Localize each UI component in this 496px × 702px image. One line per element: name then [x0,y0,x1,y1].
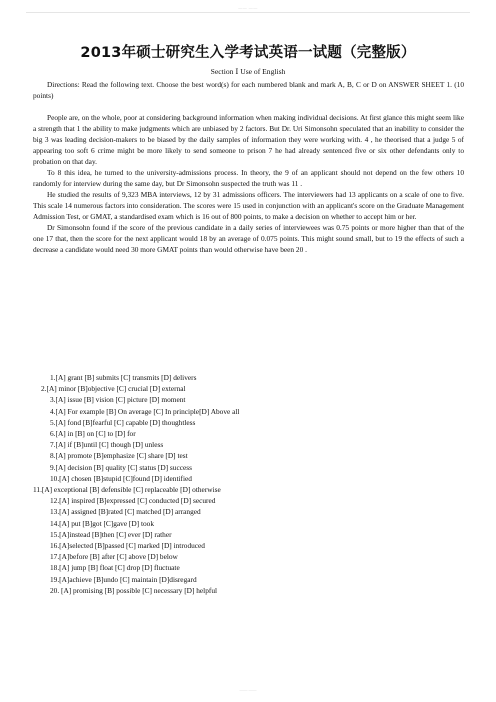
passage-paragraph: He studied the results of 9,323 MBA interviews, 12 by 31 admissions officers. The interviewers had 13 applicants on a scale of one to five. This scale 14 numerous factors into consideration. The scores were 15 used in conjunction with an applicant's score on the Graduate Management Admission Test, or GMAT, a standardised exam which is 16 out of 800 points, to make a decision on whether to accept him or her. [33,190,464,221]
option-line: 15.[A]instead [B]then [C] ever [D] rather [50,529,172,539]
option-line: 13.[A] assigned [B]rated [C] matched [D] arranged [50,507,201,517]
directions-paragraph: Directions: Read the following text. Choose the best word(s) for each numbered blank and mark A, B, C or D on ANSWER SHEET 1. (10 points) [33,80,464,100]
passage [33,79,464,255]
option-line: 17.[A]before [B] after [C] above [D] below [50,552,178,562]
option-line: 18.[A] jump [B] float [C] drop [D] fluctuate [50,563,180,573]
answer-options [33,372,464,596]
option-line: 1.[A] grant [B] submits [C] transmits [D] delivers [50,373,197,382]
option-line: 20. [A] promising [B] possible [C] necessary [D] helpful [50,585,218,595]
passage-paragraph: To 8 this idea, he turned to the university-admissions process. In theory, the 9 of an applicant should not depend on the few others 10 randomly for interview during the same day, but Dr Simonsohn suspected the truth was 11 . [33,168,464,188]
option-line: 7.[A] if [B]until [C] though [D] unless [50,440,164,450]
option-line: 3.[A] issue [B] vision [C] picture [D] moment [50,395,186,405]
paragraph-gap [33,101,464,112]
option-line: 10.[A] chosen [B]stupid [C]found [D] identified [50,473,192,483]
option-line: 5.[A] fond [B]fearful [C] capable [D] thoughtless [50,417,196,427]
header-divider [26,12,470,13]
passage-paragraph: People are, on the whole, poor at considering background information when making individual decisions. At first glance this might seem like a strength that 1 the ability to make judgments which are unbiased by 2 factors. But Dr. Uri Simonsohn speculated that an inability to consider the big 3 was leading decision-makers to be biased by the daily samples of information they were working with. 4 , he theorised that a judge 5 of appearing too soft 6 crime might be more likely to send someone to prison 7 he had already sentenced five or six other defendants only to probation on that day. [33,113,464,166]
option-line: 6.[A] in [B] on [C] to [D] for [50,429,136,439]
section-heading: Section Ⅰ Use of English [210,67,286,76]
option-line: 11.[A] exceptional [B] defensible [C] replaceable [D] otherwise [33,485,221,495]
footer-watermark: —— —— [239,687,257,692]
passage-paragraph: Dr Simonsohn found if the score of the previous candidate in a daily series of interviewees was 0.75 points or more higher than that of the one 17 that, then the score for the next applicant would 18 by an average of 0.075 points. This might sound small, but to 19 the effects of such a decrease a candidate would need 30 more GMAT points than would otherwise have been 20 . [33,223,464,254]
option-line: 2.[A] minor [B]objective [C] crucial [D] external [41,384,186,394]
option-line: 12.[A] inspired [B]expressed [C] conducted [D] secured [50,496,216,506]
option-line: 14.[A] put [B]got [C]gave [D] took [50,518,155,528]
option-line: 8.[A] promote [B]emphasize [C] share [D] test [50,451,188,461]
page-title: 2013年硕士研究生入学考试英语一试题（完整版） [80,45,416,61]
option-line: 9.[A] decision [B] quality [C] status [D] success [50,462,192,472]
option-line: 19.[A]achieve [B]undo [C] maintain [D]disregard [50,574,197,584]
option-line: 16.[A]selected [B]passed [C] marked [D] introduced [50,541,205,551]
option-line: 4.[A] For example [B] On average [C] In principle[D] Above all [50,406,240,416]
header-watermark: —— —— [238,5,258,10]
